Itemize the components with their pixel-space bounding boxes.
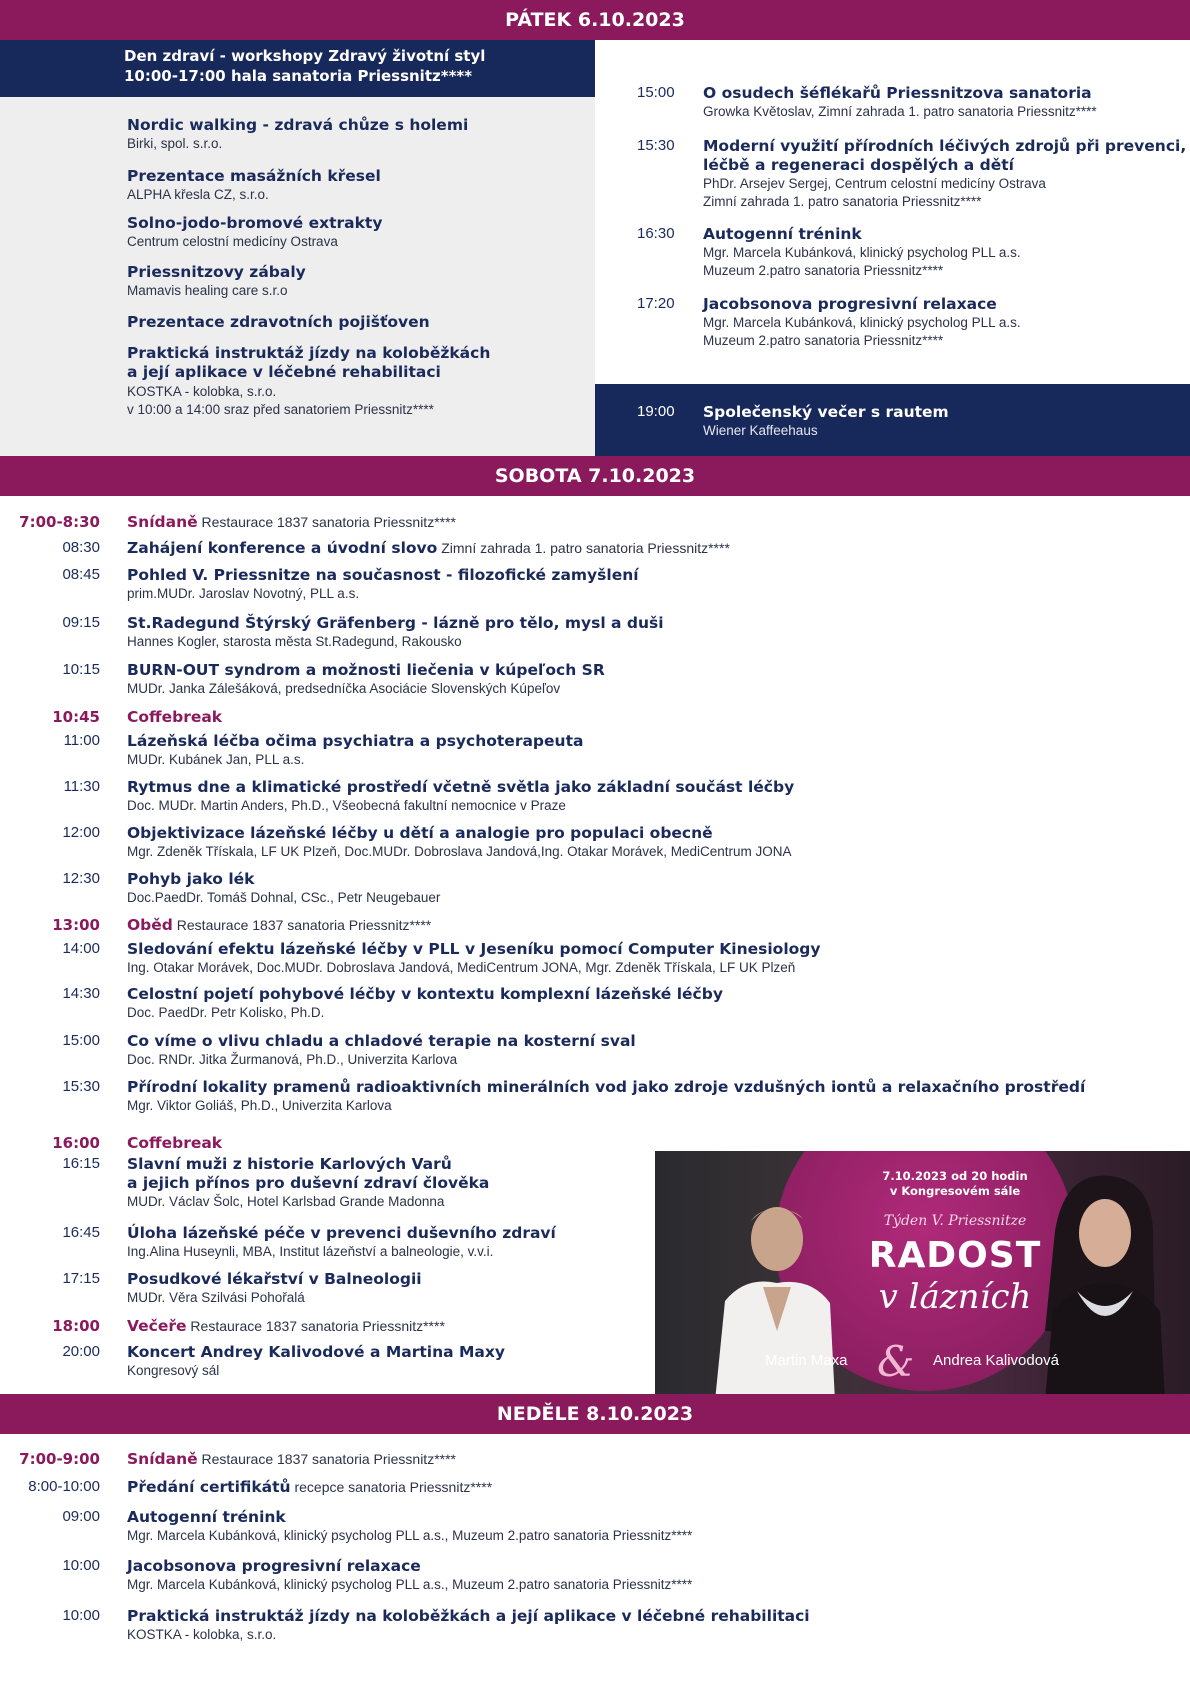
poster-date-line: v Kongresovém sále <box>889 1184 1021 1198</box>
workshop-sub: KOSTKA - kolobka, s.r.o. <box>127 384 277 399</box>
poster-performer: Andrea Kalivodová <box>933 1352 1059 1369</box>
workshop-sub: v 10:00 a 14:00 sraz před sanatoriem Priessnitz**** <box>127 402 434 417</box>
schedule-title: Pohled V. Priessnitze na současnost - filozofické zamyšlení <box>127 566 639 584</box>
talk-item <box>703 295 1021 350</box>
talk-time: 15:00 <box>637 84 675 101</box>
schedule-item <box>127 1478 492 1497</box>
schedule-item <box>127 1343 505 1380</box>
schedule-time: 12:30 <box>62 870 100 887</box>
schedule-title: Objektivizace lázeňské léčby u dětí a analogie pro populaci obecně <box>127 824 713 842</box>
schedule-title: Oběd Restaurace 1837 sanatoria Priessnitz**** <box>127 916 432 934</box>
sunday-heading: NEDĚLE 8.10.2023 <box>0 1394 1190 1434</box>
schedule-sub: Mgr. Marcela Kubánková, klinický psycholog PLL a.s., Muzeum 2.patro sanatoria Priessnitz**** <box>127 1577 693 1592</box>
schedule-title: Co víme o vlivu chladu a chladové terapie na kosterní sval <box>127 1032 636 1050</box>
schedule-time: 13:00 <box>52 916 100 934</box>
talk-sub: Mgr. Marcela Kubánková, klinický psycholog PLL a.s. <box>703 315 1021 330</box>
schedule-sub: MUDr. Kubánek Jan, PLL a.s. <box>127 752 305 767</box>
schedule-title: St.Radegund Štýrský Gräfenberg - lázně pro tělo, mysl a duši <box>127 614 664 632</box>
schedule-title: Pohyb jako lék <box>127 870 255 888</box>
schedule-time: 09:00 <box>62 1508 100 1525</box>
talk-title: Autogenní trénink <box>703 225 862 243</box>
schedule-time: 08:30 <box>62 539 100 556</box>
talk-title: léčbě a regeneraci dospělých a dětí <box>703 156 1014 174</box>
schedule-time: 11:00 <box>63 732 100 749</box>
talk-sub: Mgr. Marcela Kubánková, klinický psycholog PLL a.s. <box>703 245 1021 260</box>
schedule-title: Praktická instruktáž jízdy na koloběžkách a její aplikace v léčebné rehabilitaci <box>127 1607 810 1625</box>
schedule-location: Restaurace 1837 sanatoria Priessnitz**** <box>197 1451 456 1467</box>
schedule-title: Přírodní lokality pramenů radioaktivních minerálních vod jako zdroje vzdušných iontů a relaxačního prostředí <box>127 1078 1086 1096</box>
schedule-sub: Kongresový sál <box>127 1363 220 1378</box>
evening-item <box>703 403 949 440</box>
schedule-item <box>127 1032 636 1069</box>
workshop-sub: ALPHA křesla CZ, s.r.o. <box>127 187 269 202</box>
schedule-title: Předání certifikátů recepce sanatoria Priessnitz**** <box>127 1478 493 1496</box>
schedule-item <box>127 940 820 977</box>
schedule-item <box>127 778 794 815</box>
schedule-item <box>127 1224 556 1261</box>
schedule-time: 20:00 <box>62 1343 100 1360</box>
friday-heading: PÁTEK 6.10.2023 <box>0 0 1190 40</box>
schedule-item <box>127 1317 445 1336</box>
schedule-time: 12:00 <box>62 824 100 841</box>
schedule-title: Jacobsonova progresivní relaxace <box>127 1557 421 1575</box>
talk-title: Jacobsonova progresivní relaxace <box>703 295 997 313</box>
poster-date <box>865 1169 1045 1199</box>
schedule-time: 16:45 <box>62 1224 100 1241</box>
poster-ampersand: & <box>877 1337 915 1386</box>
schedule-time: 14:00 <box>62 940 100 957</box>
schedule-time: 11:30 <box>63 778 100 795</box>
schedule-location: Restaurace 1837 sanatoria Priessnitz**** <box>197 514 456 530</box>
schedule-item <box>127 732 583 769</box>
schedule-title: Slavní muži z historie Karlových Varů <box>127 1155 452 1173</box>
schedule-sub: Doc. RNDr. Jitka Žurmanová, Ph.D., Univerzita Karlova <box>127 1052 458 1067</box>
schedule-location: recepce sanatoria Priessnitz**** <box>290 1479 493 1495</box>
schedule-item <box>127 1607 810 1644</box>
schedule-item <box>127 916 431 935</box>
schedule-sub: Mgr. Zdeněk Třískala, LF UK Plzeň, Doc.MUDr. Dobroslava Jandová,Ing. Otakar Morávek, MediCentrum JONA <box>127 844 792 859</box>
workshop-title: Solno-jodo-bromové extrakty <box>127 214 383 232</box>
schedule-location: Restaurace 1837 sanatoria Priessnitz**** <box>172 917 432 933</box>
workshop-title: Priessnitzovy zábaly <box>127 263 306 281</box>
schedule-title: BURN-OUT syndrom a možnosti liečenia v kúpeľoch SR <box>127 661 605 679</box>
workshop-item <box>127 214 382 251</box>
talk-item <box>703 84 1097 121</box>
schedule-title: a jejich přínos pro duševní zdraví člověka <box>127 1174 490 1192</box>
schedule-item <box>127 1557 692 1594</box>
schedule-item <box>127 539 730 558</box>
schedule-item <box>127 708 222 727</box>
schedule-time: 14:30 <box>62 985 100 1002</box>
schedule-sub: Doc. MUDr. Martin Anders, Ph.D., Všeobecná fakultní nemocnice v Praze <box>127 798 566 813</box>
schedule-title: Úloha lázeňské péče v prevenci duševního zdraví <box>127 1224 556 1242</box>
poster-week: Týden V. Priessnitze <box>883 1213 1027 1229</box>
schedule-location: Restaurace 1837 sanatoria Priessnitz**** <box>186 1318 445 1334</box>
schedule-item <box>127 824 792 861</box>
schedule-title: Celostní pojetí pohybové léčby v kontextu komplexní lázeňské léčby <box>127 985 723 1003</box>
schedule-title: Coffebreak <box>127 708 223 726</box>
schedule-sub: Hannes Kogler, starosta města St.Radegund, Rakousko <box>127 634 462 649</box>
schedule-item <box>127 1270 422 1307</box>
workshop-item <box>127 116 468 153</box>
schedule-title: Autogenní trénink <box>127 1508 286 1526</box>
schedule-time: 10:00 <box>62 1557 100 1574</box>
poster-title: RADOST <box>868 1235 1042 1276</box>
schedule-title: Koncert Andrey Kalivodové a Martina Maxy <box>127 1343 505 1361</box>
evening-sub: Wiener Kaffeehaus <box>703 423 818 438</box>
schedule-sub: prim.MUDr. Jaroslav Novotný, PLL a.s. <box>127 586 360 601</box>
schedule-time: 7:00-9:00 <box>19 1450 100 1468</box>
schedule-time: 10:00 <box>62 1607 100 1624</box>
talk-sub: Muzeum 2.patro sanatoria Priessnitz**** <box>703 263 944 278</box>
schedule-time: 17:15 <box>62 1270 100 1287</box>
schedule-location: Zimní zahrada 1. patro sanatoria Priessnitz**** <box>437 540 730 556</box>
schedule-sub: MUDr. Václav Šolc, Hotel Karlsbad Grande Madonna <box>127 1194 445 1209</box>
workshop-item <box>127 167 381 204</box>
schedule-time: 10:45 <box>52 708 100 726</box>
schedule-title: Coffebreak <box>127 1134 223 1152</box>
talk-title: O osudech šéflékařů Priessnitzova sanatoria <box>703 84 1092 102</box>
schedule-time: 18:00 <box>52 1317 100 1335</box>
poster-performer: Martin Maxa <box>765 1352 848 1369</box>
schedule-item <box>127 566 639 603</box>
schedule-time: 8:00-10:00 <box>28 1478 100 1495</box>
schedule-sub: Ing. Otakar Morávek, Doc.MUDr. Dobroslava Jandová, MediCentrum JONA, Mgr. Zdeněk Třískala, LF UK Plzeň <box>127 960 796 975</box>
schedule-sub: Ing.Alina Huseynli, MBA, Institut lázeňství a balneologie, v.v.i. <box>127 1244 494 1259</box>
schedule-sub: MUDr. Věra Szilvási Pohořalá <box>127 1290 305 1305</box>
schedule-time: 08:45 <box>62 566 100 583</box>
schedule-item <box>127 985 723 1022</box>
schedule-title: Zahájení konference a úvodní slovo Zimní zahrada 1. patro sanatoria Priessnitz**** <box>127 539 730 557</box>
concert-poster <box>655 1151 1190 1394</box>
workshop-sub: Centrum celostní medicíny Ostrava <box>127 234 338 249</box>
workshop-sub: Mamavis healing care s.r.o <box>127 283 288 298</box>
schedule-item <box>127 1155 489 1211</box>
schedule-time: 16:15 <box>62 1155 100 1172</box>
workshop-item <box>127 263 306 300</box>
talk-title: Moderní využití přírodních léčivých zdrojů při prevenci, <box>703 137 1187 155</box>
talk-sub: Muzeum 2.patro sanatoria Priessnitz**** <box>703 333 944 348</box>
talk-item <box>703 137 1186 211</box>
schedule-title: Lázeňská léčba očima psychiatra a psychoterapeuta <box>127 732 584 750</box>
workshop-sub: Birki, spol. s.r.o. <box>127 136 223 151</box>
poster-subtitle: v lázních <box>878 1277 1032 1317</box>
schedule-title: Posudkové lékařství v Balneologii <box>127 1270 422 1288</box>
talk-sub: Zimní zahrada 1. patro sanatoria Priessnitz**** <box>703 194 982 209</box>
schedule-item <box>127 1508 692 1545</box>
workshop-item <box>127 344 490 419</box>
schedule-time: 15:30 <box>62 1078 100 1095</box>
workshop-header-line: Den zdraví - workshopy Zdravý životní styl <box>124 47 486 65</box>
workshop-item <box>127 313 430 332</box>
schedule-title: Večeře Restaurace 1837 sanatoria Priessnitz**** <box>127 1317 445 1335</box>
schedule-title: Rytmus dne a klimatické prostředí včetně světla jako základní součást léčby <box>127 778 795 796</box>
schedule-item <box>127 1078 1085 1115</box>
schedule-sub: Doc.PaedDr. Tomáš Dohnal, CSc., Petr Neugebauer <box>127 890 441 905</box>
schedule-title: Sledování efektu lázeňské léčby v PLL v Jeseníku pomocí Computer Kinesiology <box>127 940 821 958</box>
schedule-item <box>127 614 664 651</box>
workshop-title: Praktická instruktáž jízdy na koloběžkách <box>127 344 491 362</box>
schedule-time: 7:00-8:30 <box>19 513 100 531</box>
workshop-header-line: 10:00-17:00 hala sanatoria Priessnitz**** <box>124 67 473 85</box>
workshop-title: a její aplikace v léčebné rehabilitaci <box>127 363 441 381</box>
schedule-time: 10:15 <box>62 661 100 678</box>
schedule-title: Snídaně Restaurace 1837 sanatoria Priessnitz**** <box>127 1450 456 1468</box>
schedule-sub: Doc. PaedDr. Petr Kolisko, Ph.D. <box>127 1005 325 1020</box>
workshop-title: Prezentace zdravotních pojišťoven <box>127 313 430 331</box>
talk-sub: PhDr. Arsejev Sergej, Centrum celostní medicíny Ostrava <box>703 176 1046 191</box>
workshop-title: Prezentace masážních křesel <box>127 167 381 185</box>
talk-time: 17:20 <box>637 295 675 312</box>
schedule-item <box>127 870 440 907</box>
schedule-sub: Mgr. Viktor Goliáš, Ph.D., Univerzita Karlova <box>127 1098 392 1113</box>
schedule-item <box>127 1134 222 1153</box>
talk-item <box>703 225 1021 280</box>
evening-time: 19:00 <box>637 403 675 420</box>
evening-title: Společenský večer s rautem <box>703 403 949 421</box>
schedule-item <box>127 661 605 698</box>
schedule-item <box>127 513 456 532</box>
workshop-title: Nordic walking - zdravá chůze s holemi <box>127 116 469 134</box>
schedule-sub: MUDr. Janka Zálešáková, predsedníčka Asociácie Slovenských Kúpeľov <box>127 681 561 696</box>
schedule-time: 16:00 <box>52 1134 100 1152</box>
schedule-sub: Mgr. Marcela Kubánková, klinický psycholog PLL a.s., Muzeum 2.patro sanatoria Priessnitz**** <box>127 1528 693 1543</box>
talk-sub: Growka Květoslav, Zimní zahrada 1. patro sanatoria Priessnitz**** <box>703 104 1097 119</box>
schedule-title: Snídaně Restaurace 1837 sanatoria Priessnitz**** <box>127 513 456 531</box>
workshop-header <box>0 40 595 97</box>
schedule-time: 09:15 <box>62 614 100 631</box>
poster-date-line: 7.10.2023 od 20 hodin <box>882 1169 1028 1183</box>
saturday-heading: SOBOTA 7.10.2023 <box>0 456 1190 496</box>
schedule-time: 15:00 <box>62 1032 100 1049</box>
schedule-item <box>127 1450 456 1469</box>
schedule-sub: KOSTKA - kolobka, s.r.o. <box>127 1627 277 1642</box>
talk-time: 16:30 <box>637 225 675 242</box>
talk-time: 15:30 <box>637 137 675 154</box>
